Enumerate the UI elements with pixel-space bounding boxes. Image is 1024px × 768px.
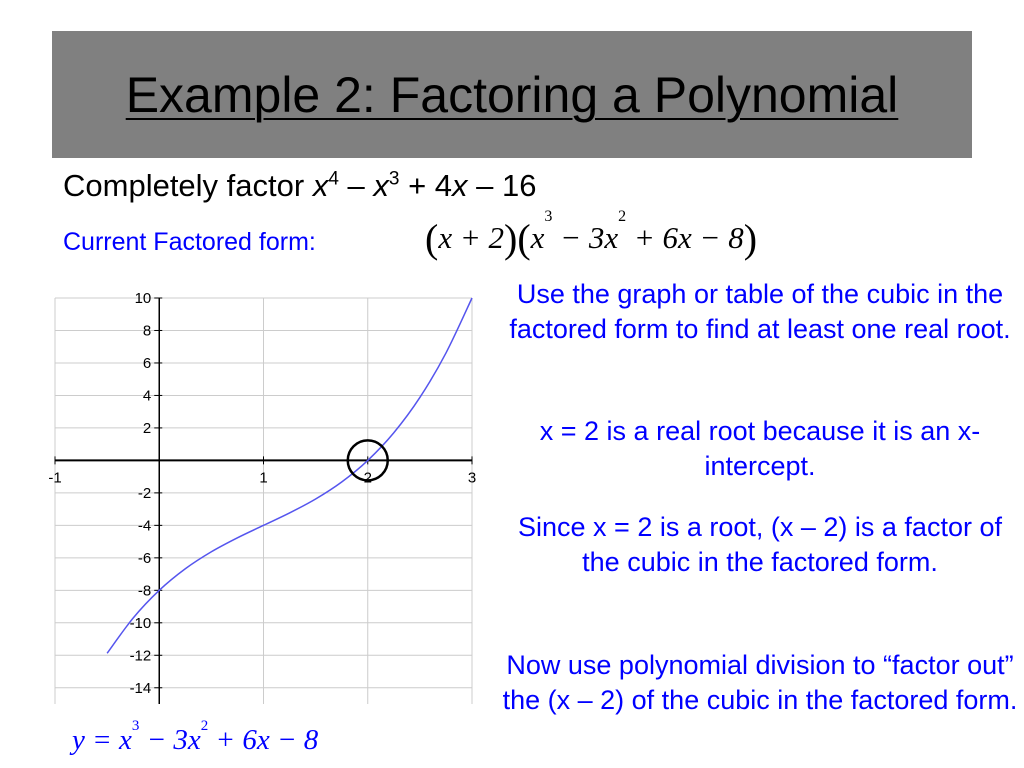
problem-term-x4-var: x bbox=[312, 168, 329, 203]
cubic-exp3: 3 bbox=[131, 718, 140, 734]
slide-title: Example 2: Factoring a Polynomial bbox=[125, 66, 899, 123]
problem-op-minus: – bbox=[338, 168, 374, 203]
problem-prefix: Completely factor bbox=[63, 168, 313, 203]
y-tick-label: -6 bbox=[137, 549, 152, 567]
problem-term-4: + 4 bbox=[399, 168, 453, 203]
factor-cubic-exp3: 3 bbox=[544, 208, 553, 225]
explanation-factor: Since x = 2 is a root, (x – 2) is a factor of the cubic in the factored form. bbox=[518, 512, 1002, 577]
factor-cubic-rest: + 6x − 8 bbox=[626, 220, 744, 255]
problem-statement bbox=[63, 168, 536, 204]
explanation-use-graph: Use the graph or table of the cubic in the factored form to find at least one real root. bbox=[509, 279, 1011, 344]
explanation-root: x = 2 is a real root because it is an x-intercept. bbox=[539, 416, 981, 481]
cubic-graph bbox=[0, 284, 490, 714]
explanation-division: Now use polynomial division to “factor out” the (x – 2) of the cubic in the factored form. bbox=[502, 650, 1018, 715]
y-tick-label: -12 bbox=[129, 647, 152, 665]
title-bar bbox=[52, 31, 972, 158]
x-tick-label: 1 bbox=[259, 469, 268, 487]
y-tick-label: -10 bbox=[129, 614, 152, 632]
problem-term-const: – 16 bbox=[467, 168, 537, 203]
cubic-equation-label bbox=[72, 718, 319, 757]
y-tick-label: 8 bbox=[142, 322, 152, 340]
cubic-exp2: 2 bbox=[200, 718, 209, 734]
factored-form-label: Current Factored form: bbox=[63, 228, 316, 256]
y-tick-label: 2 bbox=[142, 419, 152, 437]
y-tick-label: -4 bbox=[137, 517, 152, 535]
factor-cubic-x2-term: − 3x bbox=[552, 220, 619, 255]
y-tick-label: -8 bbox=[137, 582, 152, 600]
cubic-lhs: y = x bbox=[72, 724, 132, 756]
factor-cubic-exp2: 2 bbox=[618, 208, 627, 225]
problem-term-x-var: x bbox=[452, 168, 468, 203]
cubic-curve bbox=[107, 298, 472, 653]
x-tick-label: 2 bbox=[363, 469, 372, 487]
y-tick-label: 4 bbox=[142, 387, 152, 405]
x-tick-label: -1 bbox=[48, 469, 62, 487]
x-tick-label: 3 bbox=[467, 469, 477, 487]
problem-term-x3-var: x bbox=[373, 168, 389, 203]
y-tick-label: -14 bbox=[129, 679, 152, 697]
factor-cubic-x: x bbox=[530, 220, 545, 255]
factor-linear: x + 2 bbox=[438, 220, 505, 255]
y-tick-label: 6 bbox=[142, 354, 152, 372]
y-tick-label: 10 bbox=[134, 290, 152, 307]
problem-term-x3-exp: 3 bbox=[388, 168, 400, 190]
problem-term-x4-exp: 4 bbox=[328, 168, 339, 190]
cubic-rest: + 6x − 8 bbox=[208, 724, 319, 756]
y-tick-label: -2 bbox=[137, 484, 152, 502]
factored-form-expression: $(x + 2)(x^3 - 3x^2 + 6x - 8)$ bbox=[425, 208, 758, 261]
cubic-mid: − 3x bbox=[139, 724, 201, 756]
